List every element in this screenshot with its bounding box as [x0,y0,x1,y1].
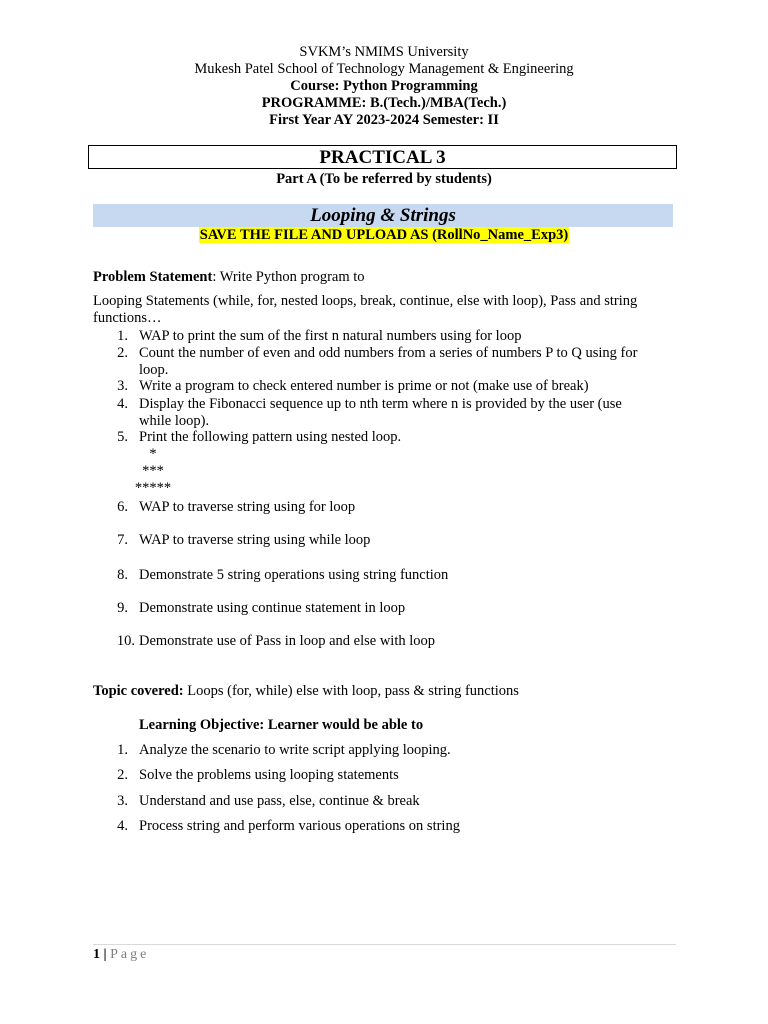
pattern-row: ***** [134,480,172,496]
list-item: Analyze the scenario to write script applying looping. [139,742,451,758]
part-a-subtitle: Part A (To be referred by students) [276,171,492,187]
list-item-number: 2. [117,345,128,361]
list-item: Understand and use pass, else, continue & break [139,793,420,809]
list-item-number: 1. [117,742,128,758]
list-item-number: 7. [117,532,128,548]
topic-title: Looping & Strings [93,204,673,227]
list-item-number: 6. [117,499,128,515]
university-name: SVKM’s NMIMS University [299,44,469,60]
problem-intro [93,293,693,327]
list-item-number: 3. [117,378,128,394]
list-item: Print the following pattern using nested loop. [139,429,402,445]
list-item: Solve the problems using looping statements [139,767,399,783]
list-item-continuation: loop. [139,362,169,378]
page-number: 1 [93,947,100,962]
course-name: Course: Python Programming [290,78,478,94]
academic-year: First Year AY 2023-2024 Semester: II [269,112,499,128]
problem-statement [93,269,365,286]
list-item-number: 10. [116,633,135,649]
topic-covered-text: Loops (for, while) else with loop, pass & string functions [183,683,519,699]
list-item-number: 4. [117,818,128,834]
problem-intro-line: functions… [93,310,162,326]
list-item-number: 8. [117,567,128,583]
problem-intro-line: Looping Statements (while, for, nested loops, break, continue, else with loop), Pass and string [93,293,638,309]
page-footer [93,946,149,963]
list-item: Write a program to check entered number is prime or not (make use of break) [139,378,589,394]
list-item-number: 9. [117,600,128,616]
practical-title: PRACTICAL 3 [88,145,677,169]
list-item-number: 4. [117,396,128,412]
problem-statement-label: Problem Statement [93,269,213,285]
list-item: Process string and perform various operations on string [139,818,460,834]
problem-statement-text: : Write Python program to [212,269,365,285]
list-item: Display the Fibonacci sequence up to nth term where n is provided by the user (use [139,396,622,412]
list-item-continuation: while loop). [139,413,210,429]
list-item-number: 1. [117,328,128,344]
list-item: WAP to traverse string using for loop [139,499,356,515]
page-label: Page [110,947,150,962]
list-item-number: 5. [117,429,128,445]
save-instruction [0,227,768,244]
star-pattern [93,446,213,497]
topic-covered-label: Topic covered: [93,683,184,699]
list-item-number: 2. [117,767,128,783]
list-item: Demonstrate use of Pass in loop and else with loop [139,633,435,649]
list-item: Demonstrate using continue statement in loop [139,600,406,616]
list-item: WAP to print the sum of the first n natural numbers using for loop [139,328,522,344]
learning-objective-heading: Learning Objective: Learner would be able to [139,717,424,733]
programme-name: PROGRAMME: B.(Tech.)/MBA(Tech.) [261,95,507,111]
pattern-row: * [149,446,157,462]
list-item: Count the number of even and odd numbers from a series of numbers P to Q using for [139,345,638,361]
footer-divider [93,944,676,945]
pattern-row: *** [142,463,164,479]
footer-separator: | [100,947,111,962]
topic-covered [93,683,519,700]
document-header [0,44,768,129]
list-item: WAP to traverse string using while loop [139,532,371,548]
school-name: Mukesh Patel School of Technology Management & Engineering [194,61,574,77]
list-item-number: 3. [117,793,128,809]
list-item: Demonstrate 5 string operations using string function [139,567,449,583]
save-instruction-text: SAVE THE FILE AND UPLOAD AS (RollNo_Name_Exp3) [199,227,569,243]
